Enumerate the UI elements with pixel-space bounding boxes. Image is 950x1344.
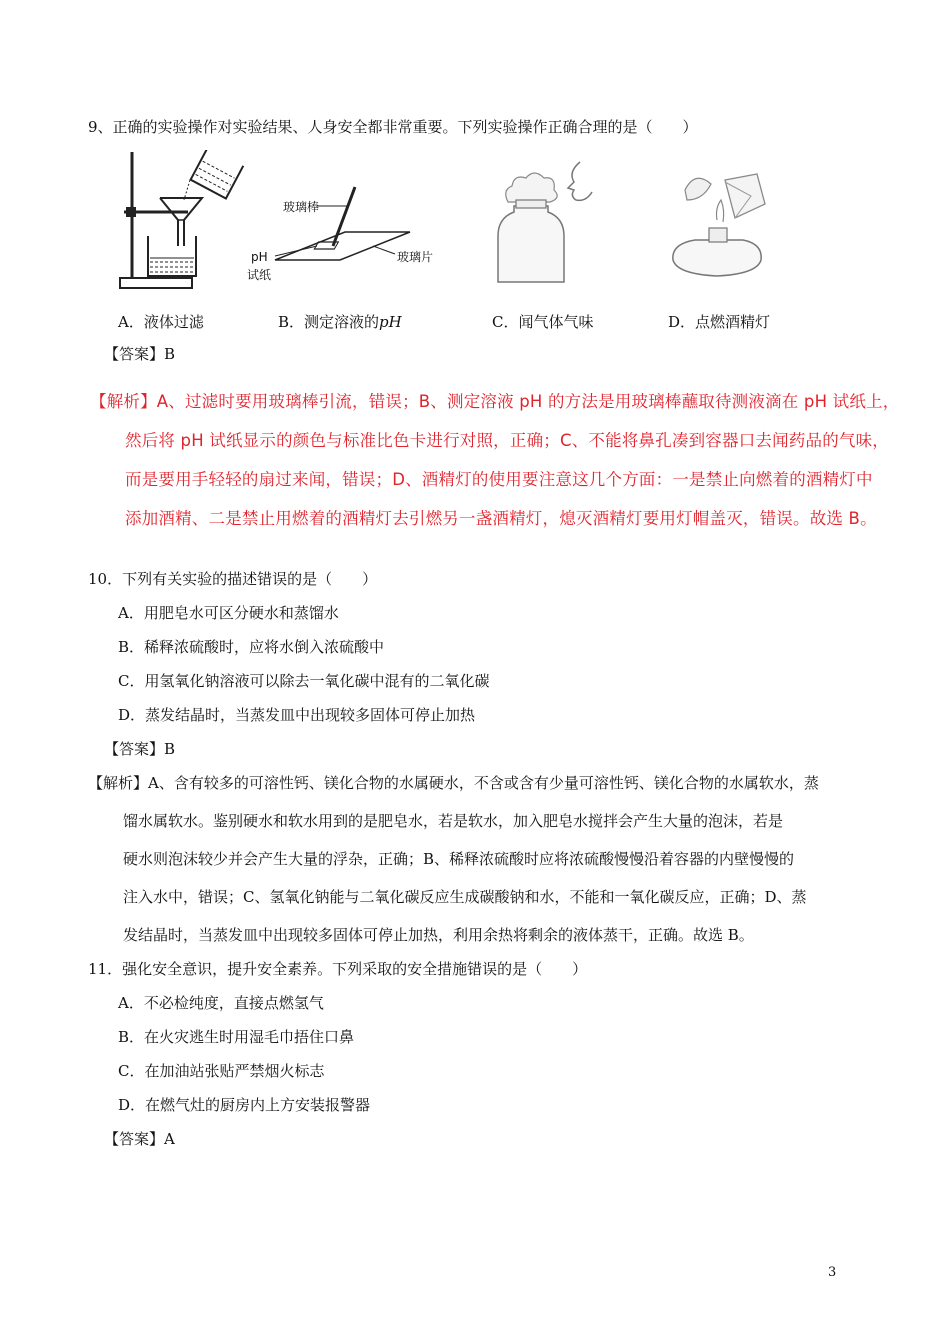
figure-c-smell-gas (488, 152, 608, 292)
q9-stem: 9、正确的实验操作对实验结果、人身安全都非常重要。下列实验操作正确合理的是（ ） (88, 118, 698, 136)
q10-analysis-line-3: 硬水则泡沫较少并会产生大量的浮杂，正确；B、稀释浓硫酸时应将浓硫酸慢慢沿着容器的内壁慢慢的 (123, 850, 795, 868)
q9-option-b: B．测定溶液的pH (278, 313, 402, 331)
figure-d-alcohol-lamp (665, 160, 775, 288)
figure-b-ph-test (245, 182, 450, 287)
q10-analysis-line-4: 注入水中，错误；C、氢氧化钠能与二氧化碳反应生成碳酸钠和水，不能和一氧化碳反应，正确；D、蒸 (123, 888, 807, 906)
q10-stem: 10．下列有关实验的描述错误的是（ ） (88, 570, 378, 588)
q11-option-b: B．在火灾逃生时用湿毛巾捂住口鼻 (118, 1028, 355, 1046)
q9-analysis-line-4: 添加酒精、二是禁止用燃着的酒精灯去引燃另一盏酒精灯，熄灭酒精灯要用灯帽盖灭，错误。故选 B。 (125, 509, 877, 528)
q9-analysis-line-3: 而是要用手轻轻的扇过来闻，错误；D、酒精灯的使用要注意这几个方面：一是禁止向燃着的酒精灯中 (125, 470, 873, 489)
label-test-paper: 试纸 (247, 268, 272, 282)
q11-stem: 11．强化安全意识，提升安全素养。下列采取的安全措施错误的是（ ） (88, 960, 588, 978)
q9-option-a: A．液体过滤 (118, 313, 204, 331)
q9-option-c: C．闻气体气味 (492, 313, 594, 331)
label-glass-rod: 玻璃棒 (283, 200, 320, 214)
q11-option-a: A．不必检纯度，直接点燃氢气 (118, 994, 324, 1012)
q9-analysis-line-1: 【解析】A、过滤时要用玻璃棒引流，错误；B、测定溶液 pH 的方法是用玻璃棒蘸取待测液滴在 pH 试纸上， (90, 392, 900, 411)
q10-answer: 【答案】B (104, 740, 176, 758)
q10-analysis-line-5: 发结晶时，当蒸发皿中出现较多固体可停止加热，利用余热将剩余的液体蒸干，正确。故选 B。 (123, 926, 754, 944)
q10-analysis-line-2: 馏水属软水。鉴别硬水和软水用到的是肥皂水，若是软水，加入肥皂水搅拌会产生大量的泡沫，若是 (123, 812, 784, 830)
q10-analysis-line-1: 【解析】A、含有较多的可溶性钙、镁化合物的水属硬水，不含或含有少量可溶性钙、镁化合物的水属软水，蒸 (88, 774, 819, 792)
label-ph: pH (251, 250, 268, 264)
q10-option-d: D．蒸发结晶时，当蒸发皿中出现较多固体可停止加热 (118, 706, 476, 724)
label-glass-plate: 玻璃片 (397, 250, 434, 264)
q11-answer: 【答案】A (104, 1130, 175, 1148)
q9-option-d: D．点燃酒精灯 (668, 313, 771, 331)
q9-answer: 【答案】B (104, 345, 176, 363)
q10-option-b: B．稀释浓硫酸时，应将水倒入浓硫酸中 (118, 638, 385, 656)
q11-option-d: D．在燃气灶的厨房内上方安装报警器 (118, 1096, 371, 1114)
q11-option-c: C．在加油站张贴严禁烟火标志 (118, 1062, 325, 1080)
q9-analysis-line-2: 然后将 pH 试纸显示的颜色与标准比色卡进行对照，正确；C、不能将鼻孔凑到容器口去闻药品的气味， (125, 431, 889, 450)
page-number: 3 (828, 1265, 837, 1280)
q10-option-c: C．用氢氧化钠溶液可以除去一氧化碳中混有的二氧化碳 (118, 672, 490, 690)
q10-option-a: A．用肥皂水可区分硬水和蒸馏水 (118, 604, 339, 622)
